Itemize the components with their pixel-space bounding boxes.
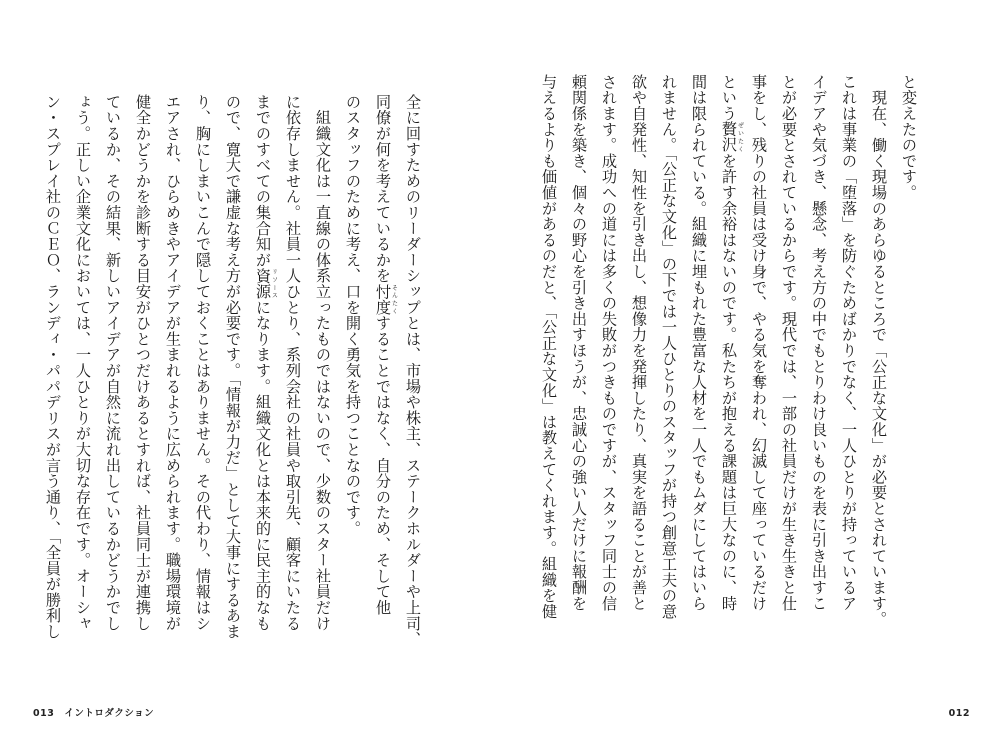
right-page-text-line: と変えたのです。	[900, 74, 918, 201]
right-page-body-text	[534, 74, 924, 639]
left-page-text-line: のスタッフのために考え、口を開く勇気を持つことなのです。	[344, 94, 362, 537]
left-page-text-line: までのすべての集合知が資源リソースになります。組織文化とは本来的に民主的なも	[254, 94, 278, 632]
left-page-body-text	[38, 94, 428, 647]
left-page-text-line: 全に回すためのリーダーシップとは、市場や株主、ステークホルダーや上司、	[404, 94, 422, 647]
right-page-text-line: という贅沢ぜいたくを許す余裕はないのです。私たちが抱える課題は巨大なのに、時	[720, 74, 744, 612]
left-page-text-line: 健全かどうかを診断する目安がひとつだけあるとすれば、社員同士が連携し	[134, 94, 152, 632]
left-page-text-line: に依存しません。社員一人ひとり、系列会社の社員や取引先、顧客にいたる	[284, 94, 302, 632]
right-page-text-line: 事をし、残りの社員は受け身で、やる気を奪われ、幻滅して座っているだけ	[750, 74, 768, 612]
right-page-text-line: 現在、働く現場のあらゆるところで「公正な文化」が必要とされています。	[870, 74, 888, 627]
ruby-annotation: 贅沢ぜいたく	[720, 121, 744, 154]
left-page-number: 013	[33, 708, 55, 719]
right-page-number: 012	[948, 708, 970, 719]
left-page-text-line: ので、寛大で謙虚な考え方が必要です。「情報が力だ」として大事にするあま	[224, 94, 242, 640]
right-page-text-line: れません。「公正な文化」の下では一人ひとりのスタッフが持つ創意工夫の意	[660, 74, 678, 620]
right-page-text-line: 頼関係を築き、個々の野心を引き出すほうが、忠誠心の強い人だけに報酬を	[570, 74, 588, 612]
left-page-footer	[33, 705, 154, 719]
right-page-text-line: 間は限られている。組織に埋もれた豊富な人材を一人でもムダにしてはいら	[690, 74, 708, 612]
left-page-text-line: 同僚が何を考えているかを忖度そんたくすることではなく、自分のため、そして他	[374, 94, 398, 616]
right-page-text-line: これは事業の「堕落」を防ぐためばかりでなく、一人ひとりが持っているア	[840, 74, 858, 612]
left-page-text-line: 組織文化は一直線の体系立ったものではないので、少数のスター社員だけ	[314, 94, 332, 632]
right-page-text-line: 欲や自発性、知性を引き出し、想像力を発揮したり、真実を語ることが善と	[630, 74, 648, 612]
chapter-title: イントロダクション	[64, 708, 155, 719]
left-page-text-line: ン・スプレイ社のＣＥＯ、ランディ・パパデリスが言う通り、「全員が勝利し	[44, 94, 62, 640]
left-page-text-line: ょう。正しい企業文化においては、一人ひとりが大切な存在です。オーシャ	[74, 94, 92, 632]
right-page-text-line: とが必要とされているからです。現代では、一部の社員だけが生き生きと仕	[780, 74, 798, 612]
right-page-text-line: 与えるよりも価値があるのだと、「公正な文化」は教えてくれます。組織を健	[540, 74, 558, 620]
right-page	[500, 0, 1000, 745]
left-page-text-line: ているか、その結果、新しいアイデアが自然に流れ出しているかどうかでし	[104, 94, 122, 632]
ruby-annotation: 忖度そんたく	[374, 283, 398, 316]
right-page-text-line: されます。成功への道には多くの失敗がつきものですが、スタッフ同士の信	[600, 74, 618, 612]
left-page-text-line: エアされ、ひらめきやアイデアが生まれるように広められます。職場環境が	[164, 94, 182, 632]
ruby-annotation: 資源リソース	[254, 267, 278, 300]
left-page-text-line: り、胸にしまいこんで隠しておくことはありません。その代わり、情報はシ	[194, 94, 212, 632]
right-page-text-line: イデアや気づき、懸念、考え方の中でもとりわけ良いものを表に引き出すこ	[810, 74, 828, 612]
